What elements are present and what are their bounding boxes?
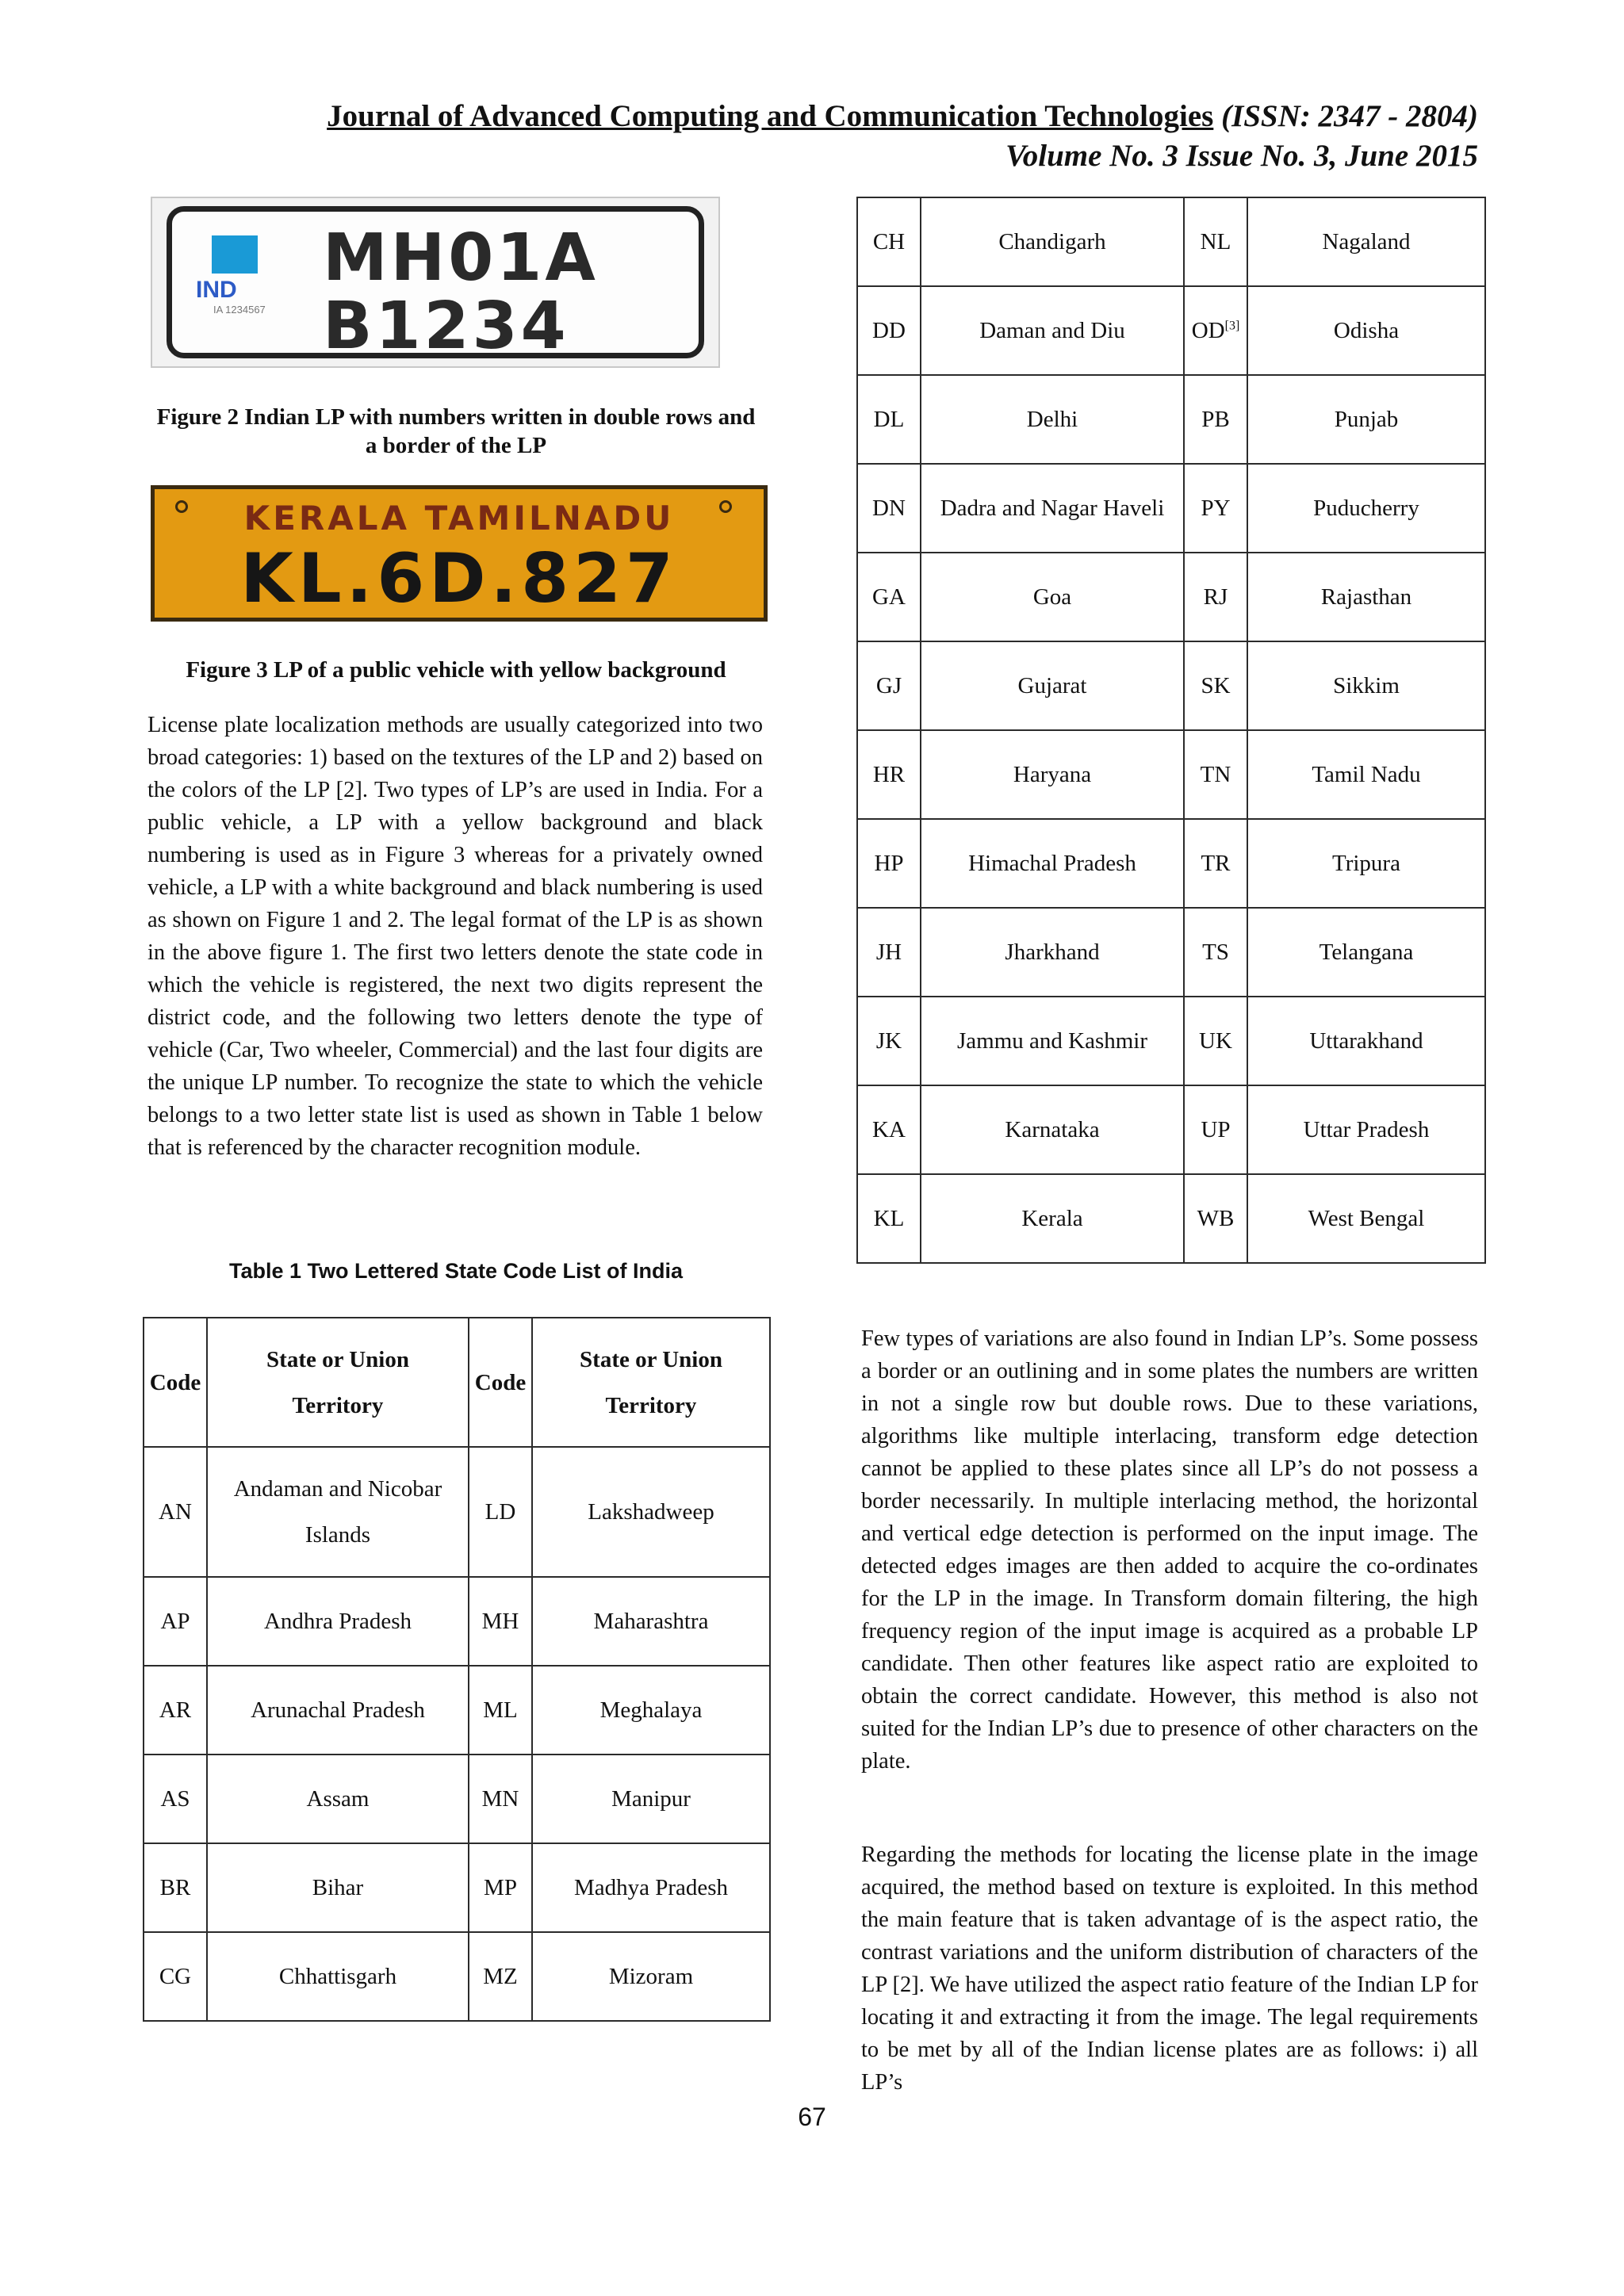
table-header-row bbox=[144, 1318, 770, 1447]
state-code-table-left bbox=[143, 1317, 771, 2022]
state-name: Meghalaya bbox=[532, 1666, 770, 1755]
state-code: DN bbox=[857, 464, 921, 553]
table-row bbox=[857, 464, 1485, 553]
running-header bbox=[238, 97, 1478, 176]
state-code: AP bbox=[144, 1577, 207, 1666]
state-name: Manipur bbox=[532, 1755, 770, 1843]
state-name: Sikkim bbox=[1247, 641, 1485, 730]
state-code: NL bbox=[1184, 197, 1247, 286]
state-code: UP bbox=[1184, 1085, 1247, 1174]
table-row bbox=[857, 641, 1485, 730]
state-name: Rajasthan bbox=[1247, 553, 1485, 641]
state-code: MP bbox=[469, 1843, 532, 1932]
state-code: AR bbox=[144, 1666, 207, 1755]
figure-3-caption: Figure 3 LP of a public vehicle with yellow background bbox=[186, 657, 726, 683]
state-name: Goa bbox=[921, 553, 1184, 641]
body-paragraph-left: License plate localization methods are usually categorized into two broad categories: 1) based on the textures of the LP and 2) based on the colors of the LP [2]. Two types of LP’s are used in India. For a public vehicle, a LP with a yellow background and black numbering is used as in Figure 3 whereas for a privately owned vehicle, a LP with a white background and black numbering is used as shown on Figure 1 and 2. The legal format of the LP is as shown in the above figure 1. The first two letters denote the state code in which the vehicle is registered, the next two digits represent the district code, and the following two letters denote the type of vehicle (Car, Two wheeler, Commercial) and the last four digits are the unique LP number. To recognize the state to which the vehicle belongs to a two letter state list is used as shown in Table 1 below that is referenced by the character recognition module. bbox=[147, 713, 763, 1160]
header-state-line2: Territory bbox=[292, 1392, 384, 1418]
header-code: Code bbox=[144, 1318, 207, 1447]
state-name: Nagaland bbox=[1247, 197, 1485, 286]
header-state bbox=[207, 1318, 469, 1447]
table-row bbox=[144, 1666, 770, 1755]
journal-line bbox=[238, 97, 1478, 136]
journal-name: Journal of Advanced Computing and Communication Technologies bbox=[327, 99, 1214, 133]
state-name: Arunachal Pradesh bbox=[207, 1666, 469, 1755]
state-code: BR bbox=[144, 1843, 207, 1932]
header-state bbox=[532, 1318, 770, 1447]
state-name: Punjab bbox=[1247, 375, 1485, 464]
header-state-line1: State or Union bbox=[266, 1346, 409, 1372]
state-code: MN bbox=[469, 1755, 532, 1843]
state-code: TS bbox=[1184, 908, 1247, 997]
body-paragraph-right-2: Regarding the methods for locating the license plate in the image acquired, the method based on texture is exploited. In this method the main feature that is taken advantage of is the aspect ratio, the contrast variations and the uniform distribution of characters of the LP [2]. We have utilized the aspect ratio feature of the Indian LP for locating it and extracting it from the image. The legal requirements to be met by all of the Indian license plates are as follows: i) all LP’s bbox=[861, 1843, 1478, 2095]
state-name: Lakshadweep bbox=[532, 1447, 770, 1577]
state-code: UK bbox=[1184, 997, 1247, 1085]
state-name: Telangana bbox=[1247, 908, 1485, 997]
header-state-line2: Territory bbox=[605, 1392, 697, 1418]
state-name: Jharkhand bbox=[921, 908, 1184, 997]
header-state-line1: State or Union bbox=[580, 1346, 722, 1372]
ind-label: IND bbox=[196, 277, 237, 303]
table-row bbox=[857, 908, 1485, 997]
state-name: Assam bbox=[207, 1755, 469, 1843]
state-code: MZ bbox=[469, 1932, 532, 2021]
state-name: Tripura bbox=[1247, 819, 1485, 908]
figure-2-caption: Figure 2 Indian LP with numbers written in double rows and a border of the LP bbox=[156, 404, 756, 458]
state-code: JH bbox=[857, 908, 921, 997]
state-code: ML bbox=[469, 1666, 532, 1755]
header-code: Code bbox=[469, 1318, 532, 1447]
state-name: Delhi bbox=[921, 375, 1184, 464]
state-code: LD bbox=[469, 1447, 532, 1577]
state-name: Madhya Pradesh bbox=[532, 1843, 770, 1932]
state-code-text: OD bbox=[1191, 317, 1225, 343]
table-row bbox=[144, 1932, 770, 2021]
table-row bbox=[857, 997, 1485, 1085]
table-row bbox=[144, 1843, 770, 1932]
citation-link[interactable]: [3] bbox=[1224, 318, 1240, 332]
state-name: Odisha bbox=[1247, 286, 1485, 375]
state-code: KL bbox=[857, 1174, 921, 1263]
plate-number: KL.6D.827 bbox=[240, 539, 678, 618]
state-code: PB bbox=[1184, 375, 1247, 464]
state-name: Haryana bbox=[921, 730, 1184, 819]
state-code: TR bbox=[1184, 819, 1247, 908]
state-code: HR bbox=[857, 730, 921, 819]
state-code: GJ bbox=[857, 641, 921, 730]
table-row bbox=[144, 1447, 770, 1577]
table-1-caption: Table 1 Two Lettered State Code List of India bbox=[228, 1259, 684, 1283]
state-name: Andhra Pradesh bbox=[207, 1577, 469, 1666]
state-name: Bihar bbox=[207, 1843, 469, 1932]
body-paragraph-right-1: Few types of variations are also found in Indian LP’s. Some possess a border or an outlining and in some plates the numbers are written in not a single row but double rows. Due to these variations, algorithms like multiple interlacing, transform edge detection cannot be applied to these plates since all LP’s do not possess a border necessarily. In multiple interlacing method, the horizontal and vertical edge detection is performed on the input image. The detected edges images are then added to acquire the co-ordinates for the LP in the image. In Transform domain filtering, the high frequency region of the input image is acquired as a probable LP candidate. Then other features like aspect ratio are exploited to obtain the correct candidate. However, this method is also not suited for the Indian LP’s due to presence of other characters on the plate. bbox=[861, 1326, 1478, 1774]
hologram-icon bbox=[212, 235, 258, 274]
state-code: JK bbox=[857, 997, 921, 1085]
table-row bbox=[144, 1577, 770, 1666]
plate-row-2: B1234 bbox=[323, 289, 569, 364]
state-code: DL bbox=[857, 375, 921, 464]
state-name: West Bengal bbox=[1247, 1174, 1485, 1263]
state-code: KA bbox=[857, 1085, 921, 1174]
ind-emblem bbox=[196, 235, 283, 316]
table-row bbox=[857, 730, 1485, 819]
state-code: AS bbox=[144, 1755, 207, 1843]
state-code-table-right bbox=[856, 197, 1486, 1264]
plate-border bbox=[167, 206, 704, 364]
table-row bbox=[144, 1755, 770, 1843]
table-row bbox=[857, 286, 1485, 375]
plate-row-1: MH01A bbox=[323, 220, 599, 296]
state-code: DD bbox=[857, 286, 921, 375]
state-code: RJ bbox=[1184, 553, 1247, 641]
volume-info: Volume No. 3 Issue No. 3, June 2015 bbox=[1005, 139, 1478, 173]
state-name: Chhattisgarh bbox=[207, 1932, 469, 2021]
state-name: Himachal Pradesh bbox=[921, 819, 1184, 908]
state-code: TN bbox=[1184, 730, 1247, 819]
state-code: GA bbox=[857, 553, 921, 641]
state-name: Puducherry bbox=[1247, 464, 1485, 553]
state-name: Dadra and Nagar Haveli bbox=[921, 464, 1184, 553]
table-row bbox=[857, 197, 1485, 286]
state-code: CG bbox=[144, 1932, 207, 2021]
state-name: Daman and Diu bbox=[921, 286, 1184, 375]
state-code bbox=[1184, 286, 1247, 375]
figure-3-plate-image bbox=[151, 485, 768, 622]
state-name: Gujarat bbox=[921, 641, 1184, 730]
table-row bbox=[857, 1085, 1485, 1174]
state-name: Tamil Nadu bbox=[1247, 730, 1485, 819]
state-code: MH bbox=[469, 1577, 532, 1666]
state-code: CH bbox=[857, 197, 921, 286]
state-name: Chandigarh bbox=[921, 197, 1184, 286]
issn: (ISSN: 2347 - 2804) bbox=[1221, 99, 1478, 133]
state-code: WB bbox=[1184, 1174, 1247, 1263]
figure-2-plate-image bbox=[151, 197, 720, 368]
state-name: Andaman and Nicobar Islands bbox=[207, 1447, 469, 1577]
plate-serial: IA 1234567 bbox=[213, 304, 266, 316]
table-row bbox=[857, 375, 1485, 464]
state-code: SK bbox=[1184, 641, 1247, 730]
state-name: Mizoram bbox=[532, 1932, 770, 2021]
state-name: Kerala bbox=[921, 1174, 1184, 1263]
state-name: Jammu and Kashmir bbox=[921, 997, 1184, 1085]
plate-top-text: KERALA TAMILNADU bbox=[243, 499, 675, 538]
page-number: 67 bbox=[798, 2103, 826, 2131]
state-name: Maharashtra bbox=[532, 1577, 770, 1666]
table-row bbox=[857, 553, 1485, 641]
state-code: HP bbox=[857, 819, 921, 908]
state-name: Uttar Pradesh bbox=[1247, 1085, 1485, 1174]
table-row bbox=[857, 819, 1485, 908]
state-name: Karnataka bbox=[921, 1085, 1184, 1174]
state-code: AN bbox=[144, 1447, 207, 1577]
state-name: Uttarakhand bbox=[1247, 997, 1485, 1085]
table-row bbox=[857, 1174, 1485, 1263]
state-code: PY bbox=[1184, 464, 1247, 553]
